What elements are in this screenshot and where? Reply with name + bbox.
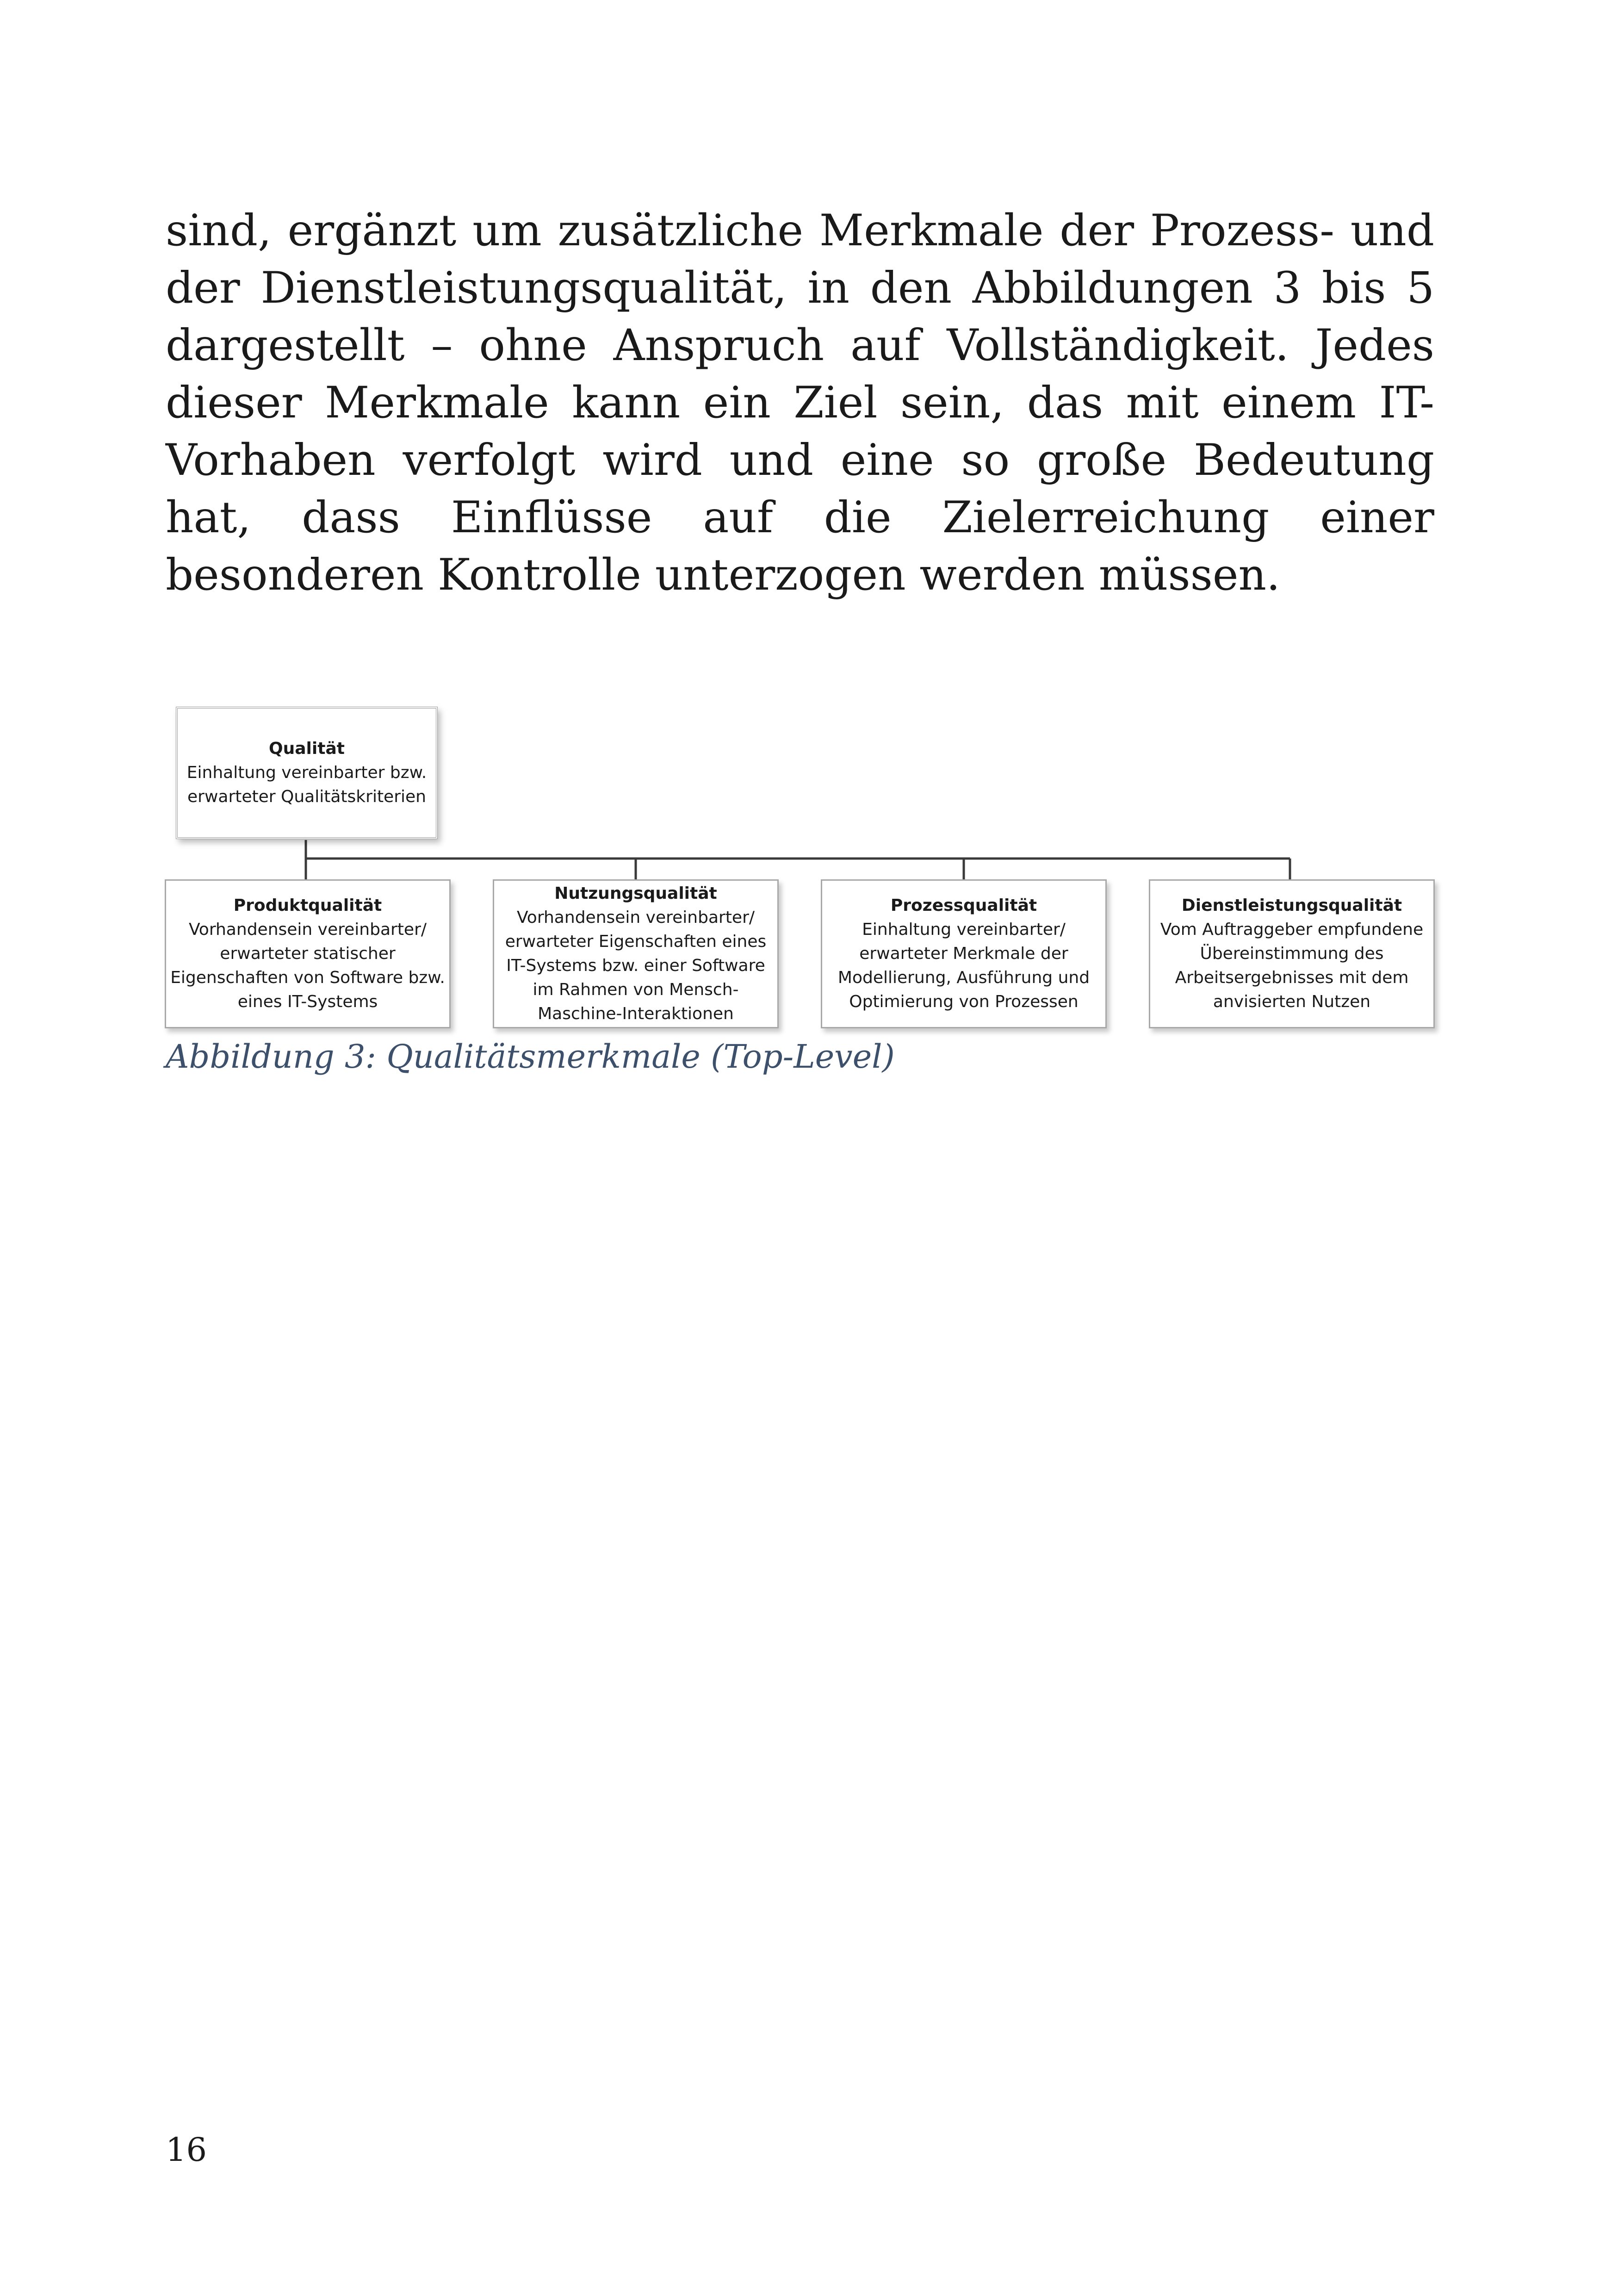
node-description: Vom Auftraggeber empfundene Übereinstimmung des Arbeitsergebnisses mit dem anvisierten Nutzen xyxy=(1160,920,1424,1011)
node-title: Produktqualität xyxy=(233,896,382,915)
node-description: Einhaltung vereinbarter bzw. erwarteter Qualitätskriterien xyxy=(186,763,427,806)
node-dienstleistungsqualitaet xyxy=(1149,879,1435,1028)
node-prozessqualitaet xyxy=(821,879,1107,1028)
node-title: Qualität xyxy=(269,739,345,758)
node-title: Dienstleistungsqualität xyxy=(1181,896,1402,915)
figure-caption: Abbildung 3: Qualitätsmerkmale (Top-Level) xyxy=(166,1038,895,1076)
node-description: Einhaltung vereinbarter/ erwarteter Merkmale der Modellierung, Ausführung und Optimierung von Prozessen xyxy=(837,920,1090,1011)
node-title: Prozessqualität xyxy=(890,896,1037,915)
node-title: Nutzungsqualität xyxy=(554,884,717,903)
quality-hierarchy-diagram xyxy=(165,706,1437,1030)
node-produktqualitaet xyxy=(165,879,451,1028)
root-node-qualitaet xyxy=(176,707,438,839)
node-description: Vorhandensein vereinbarter/ erwarteter Eigenschaften eines IT-Systems bzw. einer Software im Rahmen von Mensch- Maschine-Interaktionen xyxy=(505,908,767,1023)
node-nutzungsqualitaet xyxy=(493,879,779,1028)
node-description: Vorhandensein vereinbarter/ erwarteter statischer Eigenschaften von Software bzw. eines IT-Systems xyxy=(170,920,445,1011)
page-number: 16 xyxy=(166,2131,207,2169)
body-paragraph: sind, ergänzt um zusätzliche Merkmale der Prozess- und der Dienstleistungsqualität, in den Abbildungen 3 bis 5 dargestellt – ohne Anspruch auf Vollständigkeit. Jedes dieser Merkmale kann ein Ziel sein, das mit einem IT-Vorhaben verfolgt wird und eine so große Bedeutung hat, dass Einflüsse auf die Zielerreichung einer besonderen Kontrolle unterzogen werden müssen. xyxy=(166,205,1434,600)
